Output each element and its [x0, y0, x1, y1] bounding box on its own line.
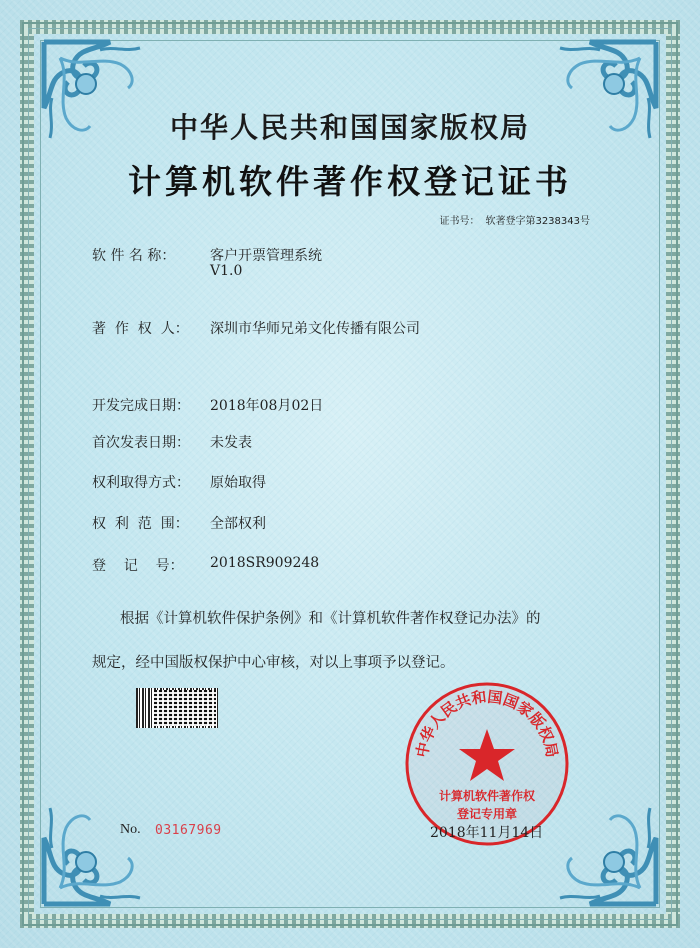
serial-number: 03167969 [155, 823, 222, 838]
field-value: 原始取得 [210, 475, 266, 491]
certificate-number [439, 212, 590, 227]
statement-line-1: 根据《计算机软件保护条例》和《计算机软件著作权登记办法》的 [120, 611, 541, 627]
barcode-image [136, 688, 218, 728]
field-value: 未发表 [210, 435, 252, 451]
field-software-name [92, 245, 322, 265]
field-label: 登 记 号： [92, 558, 184, 574]
field-registration-number [92, 555, 319, 575]
corner-ornament-bottom-left [40, 788, 160, 908]
field-value: 深圳市华师兄弟文化传播有限公司 [210, 321, 420, 337]
seal-text-line-1: 计算机软件著作权 [438, 789, 535, 803]
field-value: 客户开票管理系统 [210, 248, 322, 264]
statement-line-2: 规定，经中国版权保护中心审核，对以上事项予以登记。 [92, 655, 455, 671]
field-software-version: V1.0 [210, 263, 243, 279]
seal-text-line-2: 登记专用章 [456, 807, 517, 821]
issue-date: 2018年11月14日 [430, 825, 544, 841]
field-label: 开发完成日期： [92, 398, 190, 414]
field-value: 全部权利 [210, 516, 266, 532]
field-value: 2018SR909248 [210, 555, 320, 571]
field-acquisition-method [92, 472, 266, 492]
field-label: 权利取得方式： [92, 475, 190, 491]
field-value: 2018年08月02日 [210, 398, 324, 414]
field-first-publication [92, 432, 252, 452]
seal-arc-text: 中华人民共和国国家版权局 [412, 687, 562, 759]
field-copyright-owner [92, 318, 420, 338]
certificate-number-label: 证书号： [439, 216, 480, 227]
issuer-heading: 中华人民共和国国家版权局 [169, 111, 530, 144]
field-label: 软 件 名 称： [92, 248, 176, 264]
certificate-title: 计算机软件著作权登记证书 [128, 162, 572, 201]
field-label: 权 利 范 围： [92, 516, 189, 532]
serial-label: No. [120, 822, 141, 837]
field-label: 著 作 权 人： [92, 321, 189, 337]
field-rights-scope [92, 513, 266, 533]
field-label: 首次发表日期： [92, 435, 190, 451]
certificate-number-value: 软著登字第3238343号 [485, 216, 590, 227]
field-completion-date [92, 395, 323, 415]
